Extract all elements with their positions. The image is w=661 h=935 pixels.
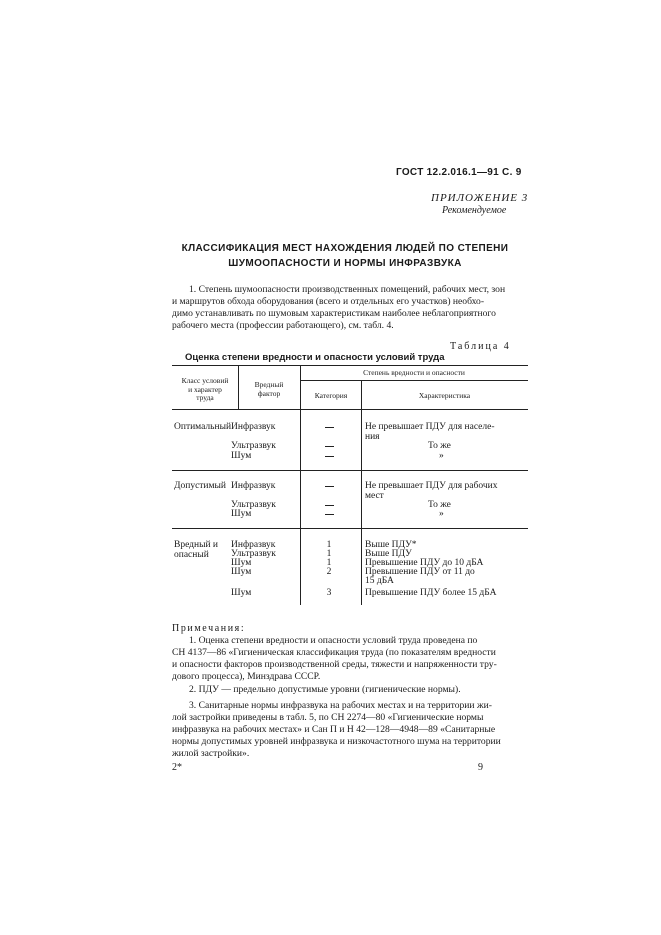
- characteristic-cell: Не превышает ПДУ для населе-: [365, 422, 495, 432]
- category-dash: [325, 514, 334, 515]
- header-characteristic: Характеристика: [418, 391, 471, 400]
- note-line: нормы допустимых уровней инфразвука и низкочастотного шума на территории: [172, 736, 501, 747]
- class-cell: Оптимальный: [174, 422, 232, 432]
- intro-line: димо устанавливать по шумовым характеристикам наиболее неблагоприятного: [172, 308, 496, 319]
- characteristic-cell: »: [439, 509, 444, 519]
- class-cell: опасный: [174, 550, 209, 560]
- notes-heading: Примечания:: [172, 623, 246, 634]
- intro-line: рабочего места (профессии работающего), см. табл. 4.: [172, 320, 394, 331]
- class-cell: Вредный и: [174, 540, 219, 550]
- intro-line: и маршрутов обхода оборудования (всего и отдельных его участков) необхо-: [172, 296, 485, 307]
- factor-cell: Шум: [231, 451, 252, 461]
- table-header-rule: [172, 409, 528, 410]
- note-line: лой застройки приведены в табл. 5, по СН 2274—80 «Гигиенические нормы: [172, 712, 484, 723]
- note-line: 1. Оценка степени вредности и опасности условий труда проведена по: [189, 635, 478, 646]
- note-line: и опасности факторов производственной среды, тяжести и напряженности тру-: [172, 659, 497, 670]
- table-row-rule: [172, 470, 528, 471]
- note-line: 3. Санитарные нормы инфразвука на рабочих местах и на территории жи-: [189, 700, 492, 711]
- class-cell: Допустимый: [174, 481, 226, 491]
- table-top-rule: [172, 365, 528, 366]
- factor-cell: Инфразвук: [231, 422, 276, 432]
- table-label: Таблица 4: [450, 341, 511, 352]
- intro-line: 1. Степень шумоопасности производственных помещений, рабочих мест, зон: [189, 284, 506, 295]
- factor-cell: Ультразвук: [231, 441, 276, 451]
- characteristic-cell: мест: [365, 491, 384, 501]
- signature-mark: 2*: [172, 762, 182, 773]
- category-dash: [325, 486, 334, 487]
- header-group: Степень вредности и опасности: [363, 368, 465, 377]
- characteristic-cell: Превышение ПДУ от 11 до: [365, 567, 475, 577]
- section-title-line1: КЛАССИФИКАЦИЯ МЕСТ НАХОЖДЕНИЯ ЛЮДЕЙ ПО СТЕПЕНИ: [181, 243, 509, 254]
- characteristic-cell: Превышение ПДУ более 15 дБА: [365, 588, 497, 598]
- category-cell: 3: [326, 588, 332, 598]
- header-factor: Вредный фактор: [254, 380, 284, 398]
- section-title-line2: ШУМООПАСНОСТИ И НОРМЫ ИНФРАЗВУКА: [228, 258, 462, 269]
- category-cell: 1: [326, 540, 332, 550]
- factor-cell: Ультразвук: [231, 500, 276, 510]
- characteristic-cell: То же: [428, 441, 451, 451]
- characteristic-cell: ния: [365, 432, 380, 442]
- note-line: жилой застройки».: [172, 748, 250, 759]
- note-line: инфразвука на рабочих местах» и Сан П и Н 42—128—4948—89 «Санитарные: [172, 724, 496, 735]
- table-row-rule: [172, 528, 528, 529]
- factor-cell: Инфразвук: [231, 540, 276, 550]
- document-code: ГОСТ 12.2.016.1—91 С. 9: [396, 167, 522, 178]
- header-category: Категория: [314, 391, 348, 400]
- table-group-rule: [300, 380, 528, 381]
- category-dash: [325, 446, 334, 447]
- factor-cell: Шум: [231, 509, 252, 519]
- characteristic-cell: То же: [428, 500, 451, 510]
- appendix-label: ПРИЛОЖЕНИЕ 3: [431, 192, 529, 204]
- characteristic-cell: »: [439, 451, 444, 461]
- table-title: Оценка степени вредности и опасности условий труда: [185, 352, 445, 363]
- factor-cell: Ультразвук: [231, 549, 276, 559]
- factor-cell: Инфразвук: [231, 481, 276, 491]
- characteristic-cell: Не превышает ПДУ для рабочих: [365, 481, 498, 491]
- characteristic-cell: Выше ПДУ: [365, 549, 412, 559]
- characteristic-cell: Выше ПДУ*: [365, 540, 417, 550]
- page-number: 9: [478, 762, 483, 773]
- table-col-divider: [361, 380, 362, 605]
- note-line: дового процесса), Минздрава СССР.: [172, 671, 321, 682]
- note-line: 2. ПДУ — предельно допустимые уровни (гигиенические нормы).: [189, 684, 461, 695]
- category-dash: [325, 427, 334, 428]
- header-class: Класс условий и характер труда: [181, 376, 229, 402]
- note-line: СН 4137—86 «Гигиеническая классификация труда (по показателям вредности: [172, 647, 496, 658]
- category-dash: [325, 456, 334, 457]
- characteristic-cell: 15 дБА: [365, 576, 394, 586]
- factor-cell: Шум: [231, 588, 252, 598]
- appendix-status: Рекомендуемое: [442, 205, 507, 216]
- table-col-divider: [238, 365, 239, 409]
- table-col-divider: [300, 365, 301, 605]
- factor-cell: Шум: [231, 558, 252, 568]
- category-dash: [325, 505, 334, 506]
- factor-cell: Шум: [231, 567, 252, 577]
- category-cell: 1: [326, 558, 332, 568]
- category-cell: 2: [326, 567, 332, 577]
- category-cell: 1: [326, 549, 332, 559]
- characteristic-cell: Превышение ПДУ до 10 дБА: [365, 558, 484, 568]
